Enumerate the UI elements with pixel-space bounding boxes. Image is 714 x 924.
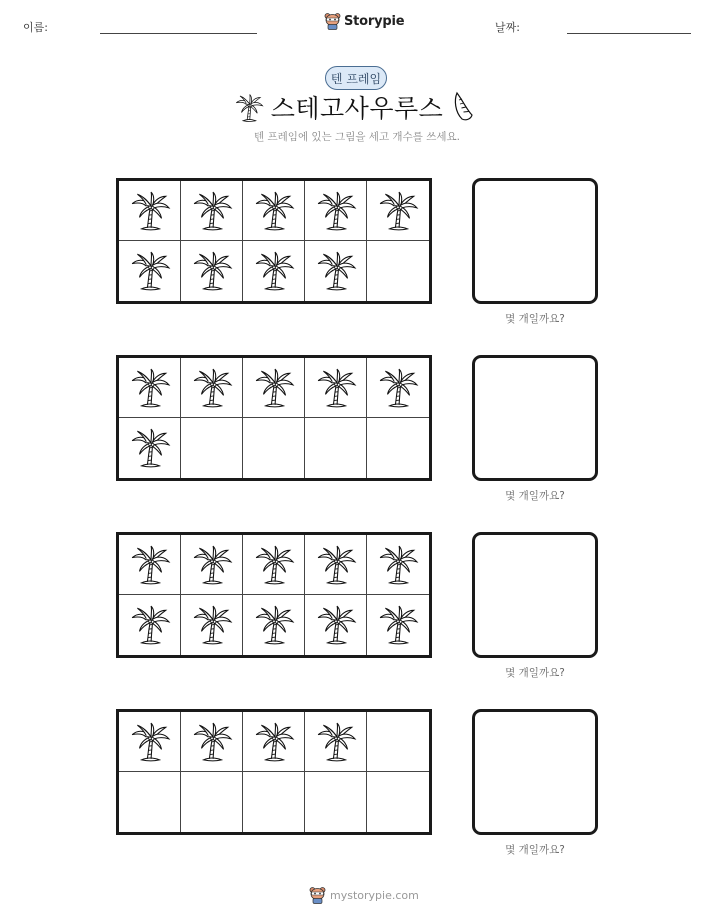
- ten-frame-cell: [243, 181, 305, 241]
- ten-frame-cell: [181, 535, 243, 595]
- storypie-mascot-icon: [324, 12, 341, 30]
- palm-tree-icon: [253, 604, 295, 646]
- palm-tree-icon: [253, 190, 295, 232]
- ten-frame-1: [116, 178, 432, 304]
- name-label: 이름:: [23, 21, 48, 34]
- ten-frame-cell: [243, 595, 305, 655]
- ten-frame-cell: [243, 712, 305, 772]
- palm-tree-icon: [253, 544, 295, 586]
- palm-tree-icon: [377, 604, 419, 646]
- ten-frame-cell: [119, 712, 181, 772]
- ten-frame-cell: [305, 535, 367, 595]
- ten-frame-cell: [181, 712, 243, 772]
- ten-frame-cell: [305, 772, 367, 832]
- ten-frame-cell: [119, 535, 181, 595]
- ten-frame-cell: [119, 241, 181, 301]
- ten-frame-cell: [305, 358, 367, 418]
- palm-tree-icon: [129, 721, 171, 763]
- date-label: 날짜:: [495, 21, 520, 34]
- footer-url[interactable]: mystorypie.com: [330, 888, 419, 902]
- ten-frame-cell: [119, 595, 181, 655]
- ten-frame-cell: [243, 535, 305, 595]
- ten-frame-cell: [305, 712, 367, 772]
- palm-tree-icon: [377, 190, 419, 232]
- ten-frame-cell: [119, 358, 181, 418]
- palm-tree-icon: [129, 250, 171, 292]
- brand-name: Storypie: [344, 13, 405, 29]
- palm-tree-icon: [191, 367, 233, 409]
- ten-frame-4: [116, 709, 432, 835]
- ten-frame-cell: [305, 241, 367, 301]
- count-question: 몇 개일까요?: [505, 490, 565, 502]
- ten-frame-cell: [243, 358, 305, 418]
- palm-tree-icon: [191, 544, 233, 586]
- ten-frame-2: [116, 355, 432, 481]
- ten-frame-cell: [367, 358, 429, 418]
- name-field[interactable]: [100, 33, 257, 34]
- palm-tree-icon: [191, 190, 233, 232]
- palm-tree-icon: [191, 250, 233, 292]
- palm-tree-icon: [253, 250, 295, 292]
- palm-tree-icon: [315, 604, 357, 646]
- ten-frame-cell: [119, 418, 181, 478]
- ten-frame-cell: [243, 418, 305, 478]
- ten-frame-cell: [181, 181, 243, 241]
- ten-frame-cell: [367, 241, 429, 301]
- answer-box-4[interactable]: [472, 709, 598, 835]
- topic-badge: 텐 프레임: [325, 66, 387, 90]
- instructions: 텐 프레임에 있는 그림을 세고 개수를 쓰세요.: [254, 131, 460, 143]
- ten-frame-cell: [367, 595, 429, 655]
- ten-frame-cell: [305, 181, 367, 241]
- palm-tree-icon: [315, 721, 357, 763]
- palm-tree-icon: [129, 427, 171, 469]
- ten-frame-cell: [181, 595, 243, 655]
- brand-logo: [324, 12, 404, 30]
- palm-tree-icon: [377, 367, 419, 409]
- ten-frame-cell: [119, 772, 181, 832]
- palm-tree-icon: [377, 544, 419, 586]
- page-title: 스테고사우루스: [270, 94, 444, 123]
- palm-tree-icon: [315, 250, 357, 292]
- date-field[interactable]: [567, 33, 691, 34]
- palm-tree-icon: [129, 367, 171, 409]
- palm-tree-icon: [191, 604, 233, 646]
- palm-tree-icon: [129, 604, 171, 646]
- footer: [309, 886, 419, 904]
- ten-frame-cell: [367, 772, 429, 832]
- ten-frame-cell: [367, 181, 429, 241]
- answer-box-2[interactable]: [472, 355, 598, 481]
- ten-frame-cell: [181, 772, 243, 832]
- ten-frame-cell: [243, 241, 305, 301]
- ten-frame-cell: [367, 712, 429, 772]
- count-question: 몇 개일까요?: [505, 844, 565, 856]
- ten-frame-cell: [305, 595, 367, 655]
- palm-tree-icon: [315, 367, 357, 409]
- ten-frame-cell: [119, 181, 181, 241]
- ten-frame-cell: [181, 418, 243, 478]
- answer-box-1[interactable]: [472, 178, 598, 304]
- ten-frame-cell: [243, 772, 305, 832]
- storypie-mascot-icon: [309, 886, 326, 904]
- palm-tree-icon: [253, 721, 295, 763]
- ten-frame-cell: [305, 418, 367, 478]
- count-question: 몇 개일까요?: [505, 667, 565, 679]
- count-question: 몇 개일까요?: [505, 313, 565, 325]
- ten-frame-cell: [367, 535, 429, 595]
- palm-tree-icon: [129, 190, 171, 232]
- answer-box-3[interactable]: [472, 532, 598, 658]
- ten-frame-cell: [181, 241, 243, 301]
- palm-tree-icon: [315, 190, 357, 232]
- ten-frame-cell: [367, 418, 429, 478]
- palm-tree-icon: [315, 544, 357, 586]
- ten-frame-cell: [181, 358, 243, 418]
- palm-tree-icon: [191, 721, 233, 763]
- palm-tree-icon: [129, 544, 171, 586]
- stegosaurus-spike-icon: [451, 90, 475, 122]
- ten-frame-3: [116, 532, 432, 658]
- palm-tree-icon: [253, 367, 295, 409]
